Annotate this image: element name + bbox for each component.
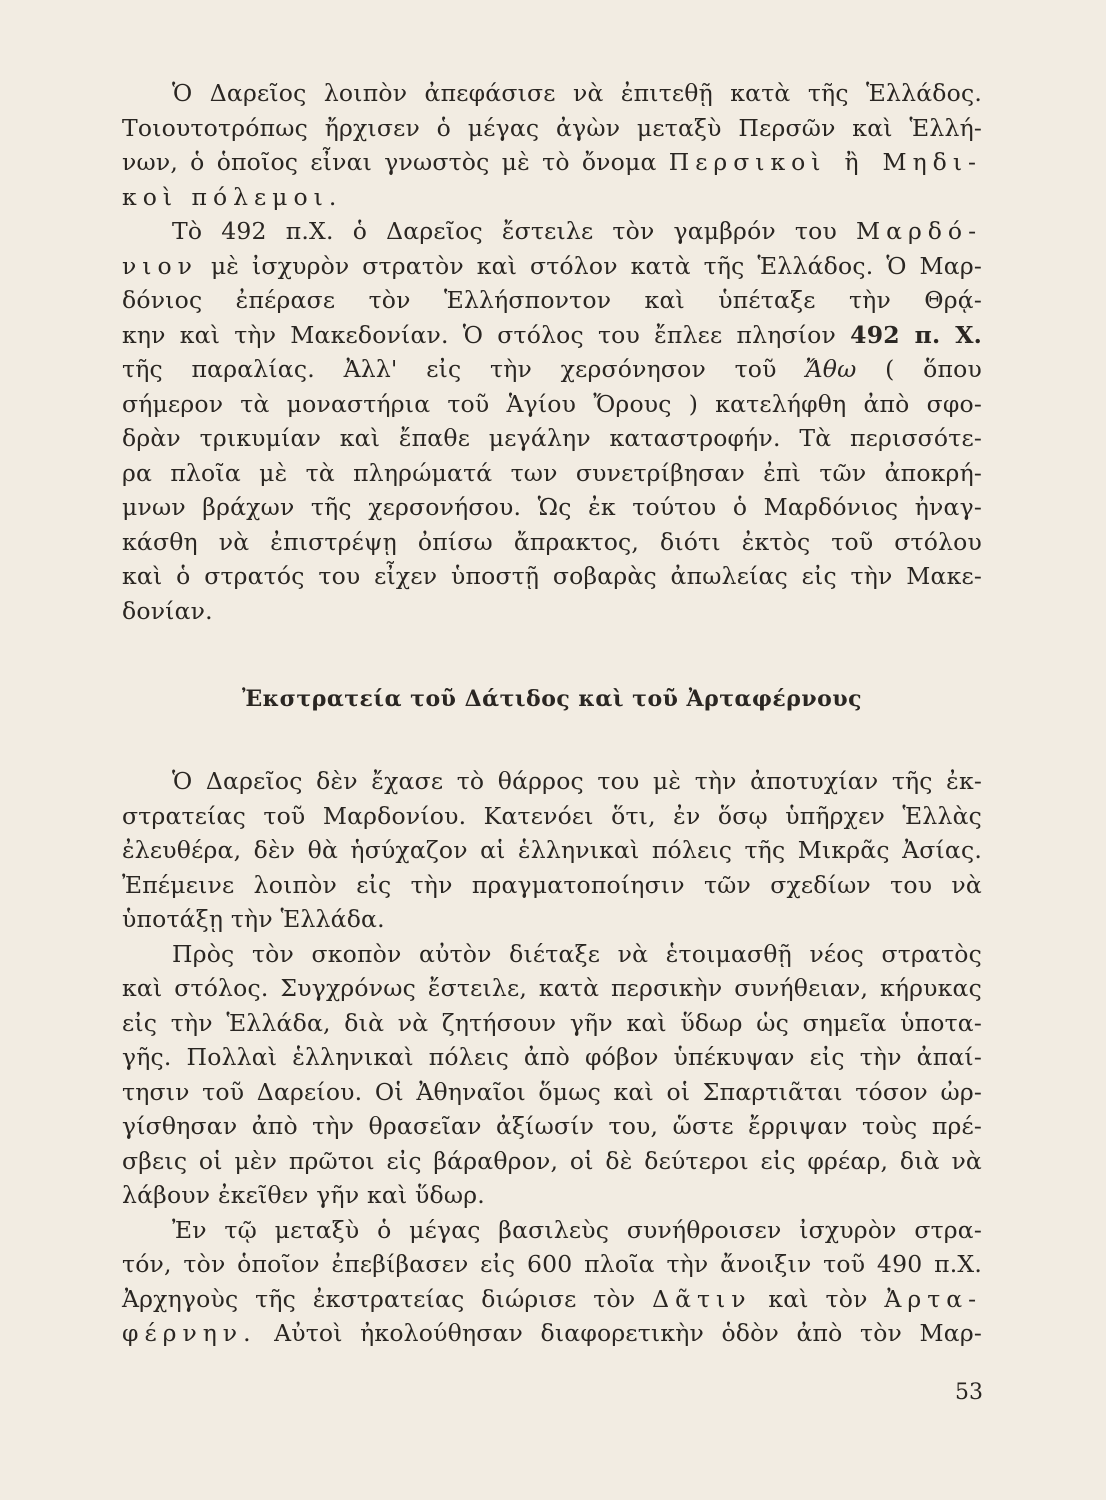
text-span: σβεις οἱ μὲν πρῶτοι εἰς βάραθρον, οἱ δὲ δεύτεροι εἰς φρέαρ, διὰ νὰ: [122, 1146, 982, 1175]
spaced-term: κοὶ πόλεμοι.: [122, 182, 343, 211]
text-span: Τοιουτοτρόπως ἤρχισεν ὁ μέγας ἀγὼν μεταξὺ Περσῶν καὶ Ἑλλή-: [122, 113, 982, 142]
text-span: Ἐν τῷ μεταξὺ ὁ μέγας βασιλεὺς συνήθροισεν ἰσχυρὸν στρα-: [172, 1215, 982, 1244]
text-span: μνων βράχων τῆς χερσονήσου. Ὡς ἐκ τούτου ὁ Μαρδόνιος ἠναγ-: [122, 493, 982, 521]
text-line: [122, 594, 982, 629]
section-body: [122, 764, 982, 1351]
text-line: [122, 1040, 982, 1075]
text-line: [122, 76, 982, 111]
text-line: [122, 214, 982, 249]
text-span: ( ὅπου: [885, 355, 983, 383]
text-span: ἐλευθέρα, δὲν θὰ ἡσύχαζον αἱ ἑλληνικαὶ πόλεις τῆς Μικρᾶς Ἀσίας.: [122, 836, 982, 864]
spaced-term: Περσικοὶ ἢ Μηδι-: [668, 148, 982, 176]
text-line: [122, 799, 982, 834]
text-line: [122, 902, 982, 937]
text-line: [122, 456, 982, 491]
text-line: [122, 1006, 982, 1041]
text-line: [122, 145, 982, 180]
text-line: [122, 868, 982, 903]
section-heading: Ἐκστρατεία τοῦ Δάτιδος καὶ τοῦ Ἀρταφέρνους: [242, 686, 862, 712]
text-span: γῆς. Πολλαὶ ἑλληνικαὶ πόλεις ἀπὸ φόβον ὑπέκυψαν εἰς τὴν ἀπαί-: [122, 1043, 982, 1071]
margin-date: 492 π. Χ.: [850, 320, 983, 349]
text-span: δονίαν.: [122, 596, 213, 625]
text-span: Πρὸς τὸν σκοπὸν αὐτὸν διέταξε νὰ ἑτοιμασθῇ νέος στρατὸς: [172, 939, 982, 968]
text-line: [122, 937, 982, 972]
spaced-term: Ἀρτα-: [884, 1284, 983, 1313]
text-span: ρα πλοῖα μὲ τὰ πληρώματά των συνετρίβησαν ἐπὶ τῶν ἀποκρή-: [122, 458, 982, 487]
text-span: δρὰν τρικυμίαν καὶ ἔπαθε μεγάλην καταστροφήν. Τὰ περισσότε-: [122, 424, 982, 452]
text-span: στρατείας τοῦ Μαρδονίου. Κατενόει ὅτι, ἐν ὅσῳ ὑπῆρχεν Ἑλλὰς: [122, 801, 982, 830]
text-line: [122, 764, 982, 799]
text-span: δόνιος ἐπέρασε τὸν Ἑλλήσποντον καὶ ὑπέταξε τὴν Θρᾴ-: [122, 286, 982, 314]
text-line: [122, 525, 982, 560]
text-span: Ἀρχηγοὺς τῆς ἐκστρατείας διώρισε τὸν: [122, 1284, 636, 1313]
text-line: [122, 559, 982, 594]
text-span: μὲ ἰσχυρὸν στρατὸν καὶ στόλον κατὰ τῆς Ἑλλάδος. Ὁ Μαρ-: [210, 251, 983, 280]
text-line: [122, 1316, 982, 1351]
text-span: καὶ ὁ στρατός του εἶχεν ὑποστῇ σοβαρὰς ἀπωλείας εἰς τὴν Μακε-: [122, 562, 982, 590]
text-line: [122, 352, 982, 387]
spaced-term: νιον: [122, 251, 198, 280]
text-span: γίσθησαν ἀπὸ τὴν θρασεῖαν ἀξίωσίν του, ὥστε ἔρριψαν τοὺς πρέ-: [122, 1112, 982, 1140]
text-span: νων, ὁ ὁποῖος εἶναι γνωστὸς μὲ τὸ ὄνομα: [122, 148, 657, 176]
text-span: σήμερον τὰ μοναστήρια τοῦ Ἁγίου Ὄρους ) κατελήφθη ἀπὸ σφο-: [122, 389, 982, 418]
spaced-term: Μαρδό-: [856, 217, 983, 245]
page-number: 53: [955, 1380, 983, 1405]
text-span: Ὁ Δαρεῖος λοιπὸν ἀπεφάσισε νὰ ἐπιτεθῇ κατὰ τῆς Ἑλλάδος.: [172, 79, 982, 107]
text-line: [122, 421, 982, 456]
text-line: [122, 283, 982, 318]
text-line: [122, 387, 982, 422]
text-line: [122, 971, 982, 1006]
text-line: [122, 180, 982, 215]
text-line: [122, 1282, 982, 1317]
text-span: τησιν τοῦ Δαρείου. Οἱ Ἀθηναῖοι ὅμως καὶ οἱ Σπαρτιᾶται τόσον ὠρ-: [122, 1077, 982, 1106]
text-line: [122, 1178, 982, 1213]
text-span: ὑποτάξῃ τὴν Ἑλλάδα.: [122, 905, 385, 933]
text-span: καὶ στόλος. Συγχρόνως ἔστειλε, κατὰ περσικὴν συνήθειαν, κήρυκας: [122, 974, 982, 1002]
text-span: εἰς τὴν Ἑλλάδα, διὰ νὰ ζητήσουν γῆν καὶ ὕδωρ ὡς σημεῖα ὑποτα-: [122, 1008, 982, 1037]
text-line: [122, 318, 982, 353]
spaced-term: φέρνην.: [122, 1319, 257, 1347]
text-span: τῆς παραλίας. Ἀλλ' εἰς τὴν χερσόνησον τοῦ: [122, 355, 777, 383]
spaced-term: Δᾶτιν: [652, 1284, 752, 1313]
text-span: Τὸ 492 π.Χ. ὁ Δαρεῖος ἔστειλε τὸν γαμβρόν του: [172, 217, 837, 245]
text-span: κάσθη νὰ ἐπιστρέψῃ ὀπίσω ἄπρακτος, διότι ἐκτὸς τοῦ στόλου: [122, 527, 982, 556]
text-line: [122, 111, 982, 146]
text-line: [122, 833, 982, 868]
text-line: [122, 1075, 982, 1110]
page-body: [122, 76, 983, 1347]
text-span: κην καὶ τὴν Μακεδονίαν. Ὁ στόλος του ἔπλεε πλησίον: [122, 320, 837, 349]
text-line: [122, 249, 982, 284]
text-span: Ἐπέμεινε λοιπὸν εἰς τὴν πραγματοποίησιν τῶν σχεδίων του νὰ: [122, 870, 982, 899]
text-span: Αὐτοὶ ἠκολούθησαν διαφορετικὴν ὁδὸν ἀπὸ τὸν Μαρ-: [274, 1319, 982, 1347]
text-span: λάβουν ἐκεῖθεν γῆν καὶ ὕδωρ.: [122, 1181, 485, 1209]
text-line: [122, 1144, 982, 1179]
text-span: Ὁ Δαρεῖος δὲν ἔχασε τὸ θάρρος του μὲ τὴν ἀποτυχίαν τῆς ἐκ-: [172, 767, 982, 795]
text-span: καὶ τὸν: [768, 1284, 868, 1313]
text-span: τόν, τὸν ὁποῖον ἐπεβίβασεν εἰς 600 πλοῖα τὴν ἄνοιξιν τοῦ 490 π.Χ.: [122, 1250, 982, 1278]
text-line: [122, 490, 982, 525]
italic-term: Ἄθω: [805, 355, 857, 383]
text-line: [122, 1247, 982, 1282]
text-line: [122, 1109, 982, 1144]
text-line: [122, 1213, 982, 1248]
